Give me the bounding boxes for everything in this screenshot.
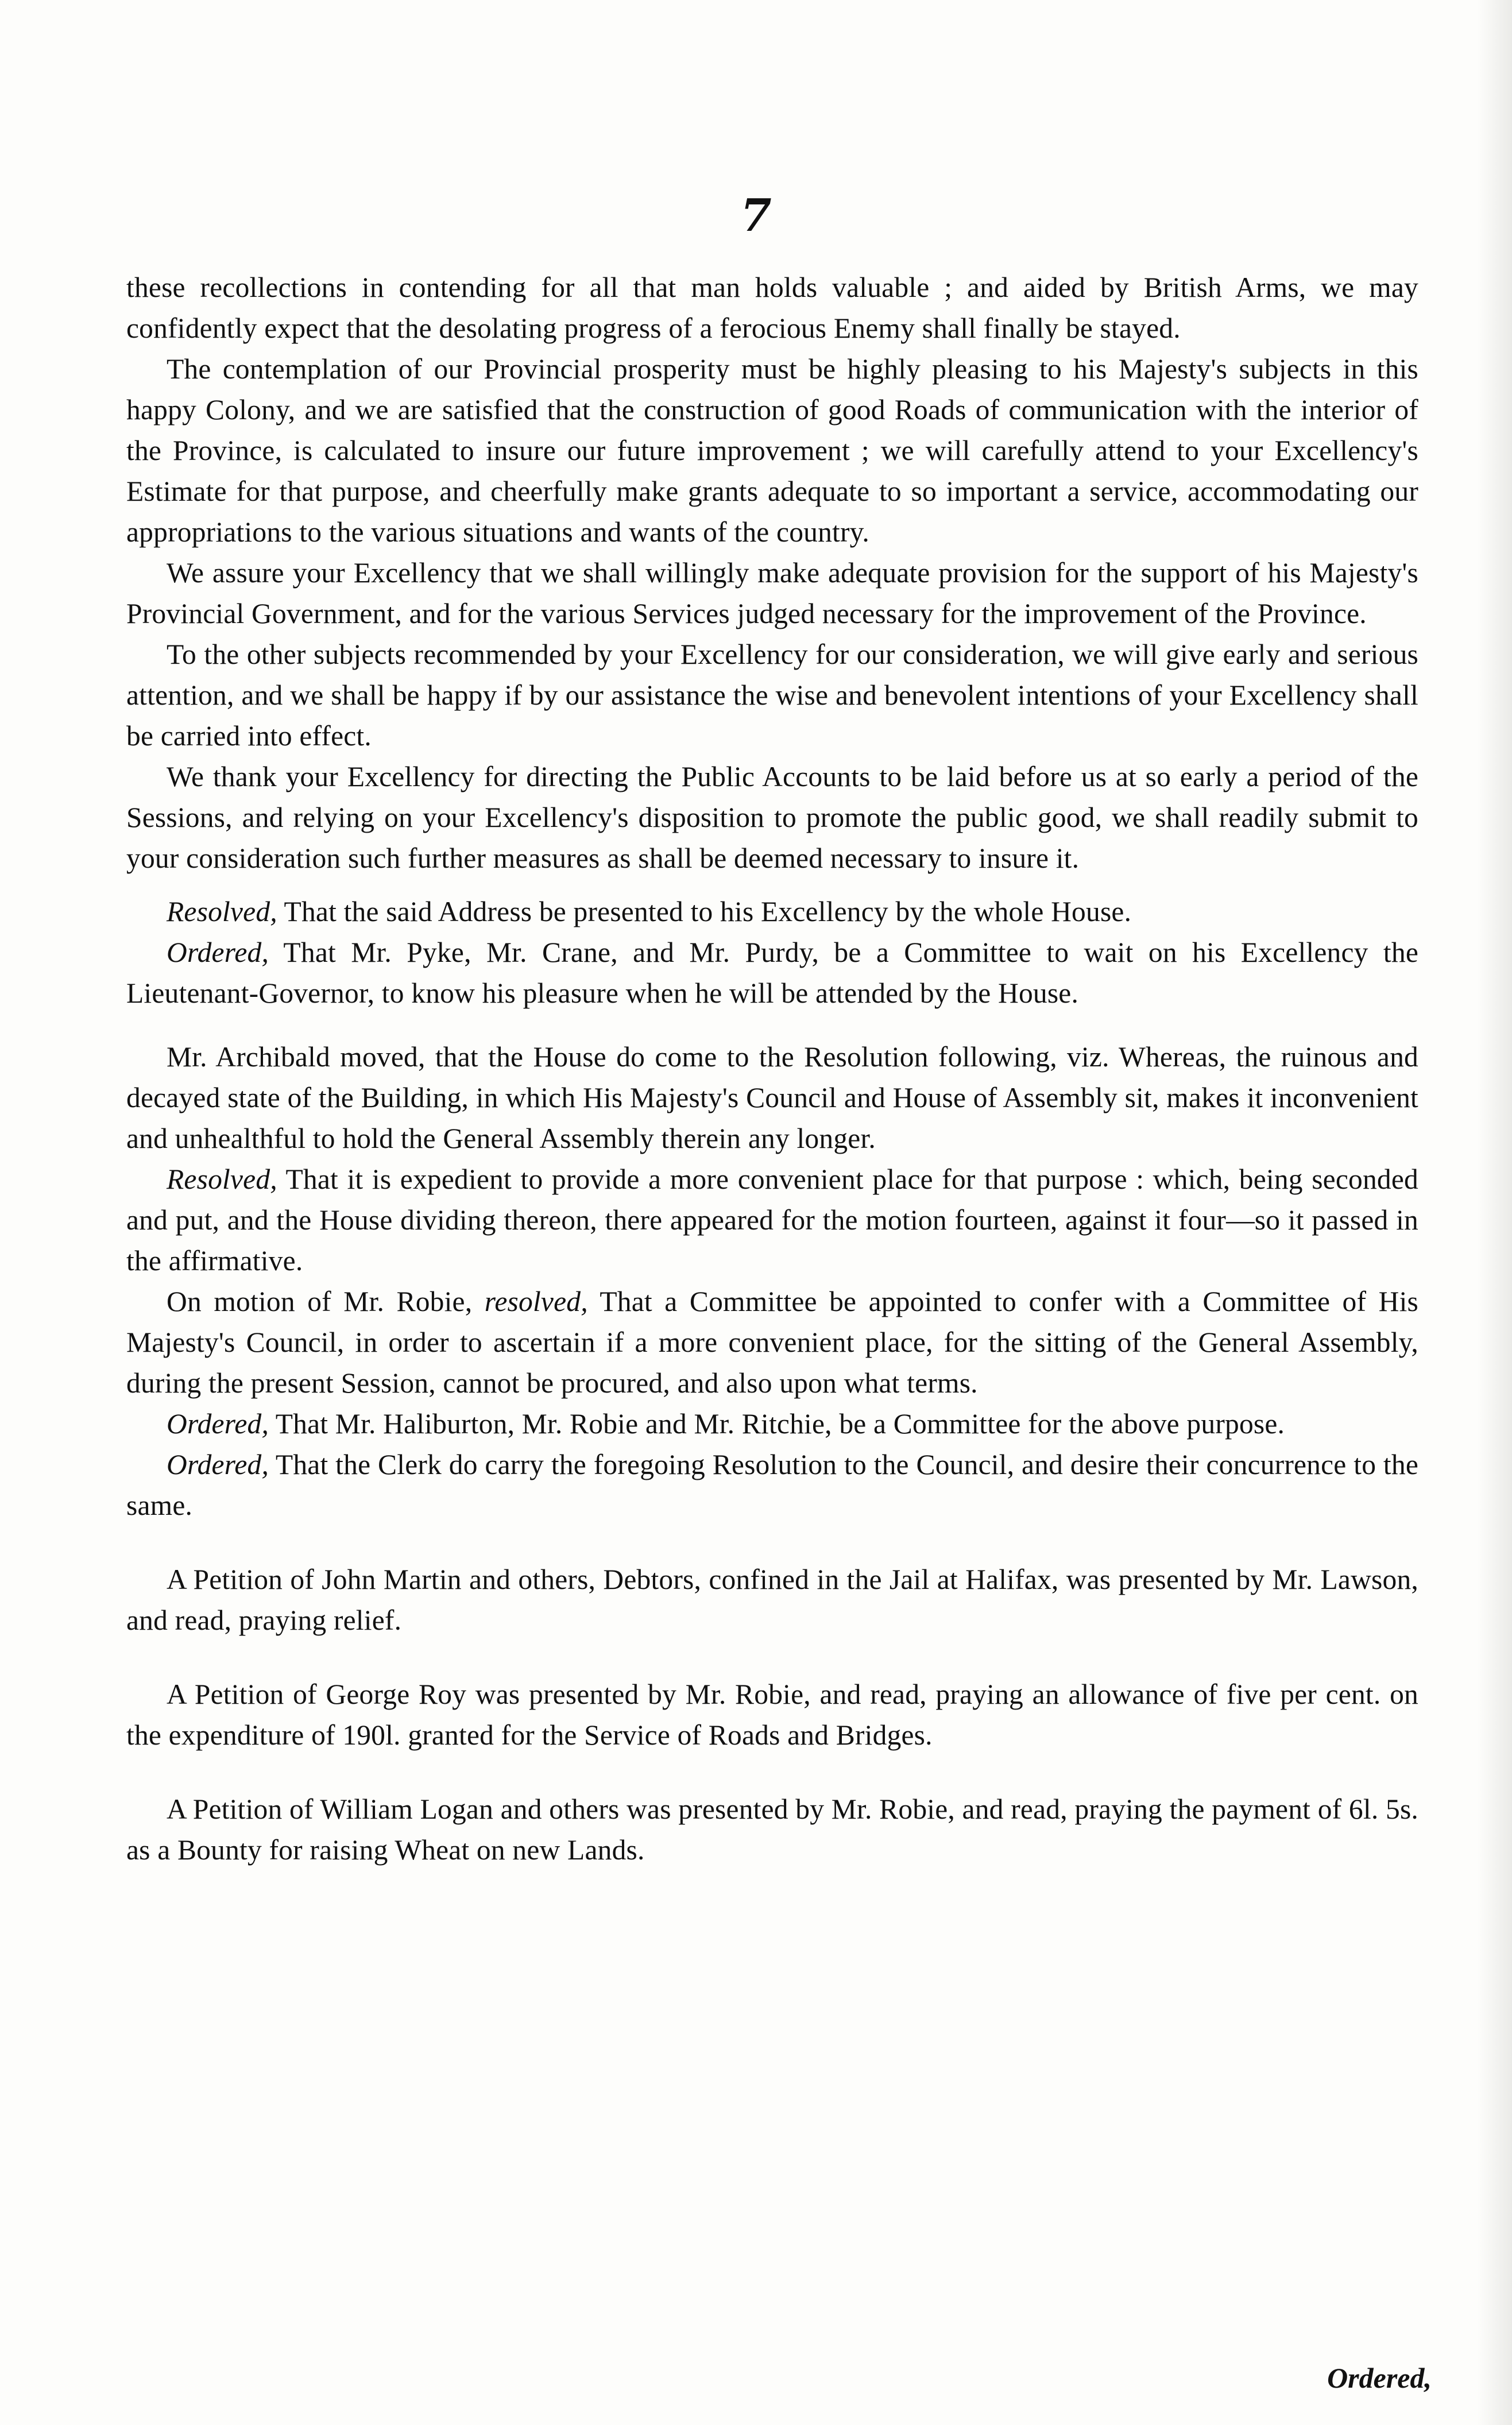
paragraph-resolved-place: [126, 1159, 1418, 1281]
paragraph-ordered-committee: [126, 932, 1418, 1014]
paragraph-archibald-motion: [126, 1036, 1418, 1159]
paragraph-ordered-clerk: [126, 1444, 1418, 1526]
paragraph-lead: Ordered,: [167, 1408, 269, 1440]
paragraph-text: That it is expedient to provide a more convenient place for that purpose : which, being seconded and put, and the House dividing thereon, there appeared for the motion fourteen, against it four—so it passed in the affirmative.: [126, 1163, 1418, 1277]
page-edge-shading: [1478, 0, 1512, 2425]
paragraph-lead: Resolved,: [167, 896, 277, 927]
paragraph-petition-logan: [126, 1789, 1418, 1870]
paragraph-ordered-haliburton: [126, 1403, 1418, 1444]
paragraph-text: Mr. Archibald moved, that the House do come to the Resolution following, viz. Whereas, the ruinous and decayed state of the Building, in which His Majesty's Council and House of Assembly sit, makes it inconvenient and unhealthful to hold the General Assembly therein any longer.: [126, 1041, 1418, 1154]
paragraph-other-subjects: [126, 634, 1418, 756]
paragraph-text: That Mr. Haliburton, Mr. Robie and Mr. Ritchie, be a Committee for the above purpose.: [269, 1408, 1285, 1440]
catchword: Ordered,: [1327, 2362, 1432, 2394]
paragraph-text: To the other subjects recommended by your Excellency for our consideration, we will give early and serious attention, and we shall be happy if by our assistance the wise and benevolent intentions of your Excellency shall be carried into effect.: [126, 639, 1418, 752]
paragraph-text: these recollections in contending for all that man holds valuable ; and aided by British Arms, we may confidently expect that the desolating progress of a ferocious Enemy shall finally be stayed.: [126, 272, 1418, 344]
paragraph-text: That the said Address be presented to his Excellency by the whole House.: [277, 896, 1132, 927]
paragraph-support: [126, 552, 1418, 634]
paragraph-text: A Petition of George Roy was presented by Mr. Robie, and read, praying an allowance of five per cent. on the expenditure of 190l. granted for the Service of Roads and Bridges.: [126, 1678, 1418, 1751]
paragraph-text: We assure your Excellency that we shall willingly make adequate provision for the support of his Majesty's Provincial Government, and for the various Services judged necessary for the improvement of the Province.: [126, 557, 1418, 629]
paragraph-text: That a Committee be appointed to confer with a Committee of His Majesty's Council, in order to ascertain if a more convenient place, for the sitting of the General Assembly, during the present Session, cannot be procured, and also upon what terms.: [126, 1286, 1418, 1399]
paragraph-petition-martin: [126, 1559, 1418, 1641]
paragraph-public-accounts: [126, 756, 1418, 879]
paragraph-roads: [126, 349, 1418, 552]
paragraph-text: A Petition of John Martin and others, Debtors, confined in the Jail at Halifax, was presented by Mr. Lawson, and read, praying relief.: [126, 1564, 1418, 1636]
paragraph-resolved-address: [126, 891, 1418, 932]
paragraph-text: A Petition of William Logan and others was presented by Mr. Robie, and read, praying the payment of 6l. 5s. as a Bounty for raising Wheat on new Lands.: [126, 1793, 1418, 1866]
paragraph-robie-motion: [126, 1281, 1418, 1403]
paragraph-lead: Ordered,: [167, 1449, 269, 1480]
paragraph-lead: Ordered,: [167, 937, 269, 968]
page-number: 7: [740, 189, 772, 242]
paragraph-text: We thank your Excellency for directing the Public Accounts to be laid before us at so early a period of the Sessions, and relying on your Excellency's disposition to promote the public good, we shall readily submit to your consideration such further measures as shall be deemed necessary to insure it.: [126, 761, 1418, 874]
paragraph-petition-roy: [126, 1674, 1418, 1755]
paragraph-lead: Resolved,: [167, 1163, 277, 1195]
body-text: [126, 267, 1418, 1870]
paragraph-lead: resolved,: [484, 1286, 588, 1317]
paragraph-pre: On motion of Mr. Robie,: [167, 1286, 485, 1317]
paragraph-text: That Mr. Pyke, Mr. Crane, and Mr. Purdy, be a Committee to wait on his Excellency the Lieutenant-Governor, to know his pleasure when he will be attended by the House.: [126, 937, 1418, 1009]
paragraph-text: That the Clerk do carry the foregoing Resolution to the Council, and desire their concurrence to the same.: [126, 1449, 1418, 1521]
paragraph-text: The contemplation of our Provincial prosperity must be highly pleasing to his Majesty's subjects in this happy Colony, and we are satisfied that the construction of good Roads of communication with the interior of the Province, is calculated to insure our future improvement ; we will carefully attend to your Excellency's Estimate for that purpose, and cheerfully make grants adequate to so important a service, accommodating our appropriations to the various situations and wants of the country.: [126, 353, 1418, 548]
paragraph-continuation: [126, 267, 1418, 349]
